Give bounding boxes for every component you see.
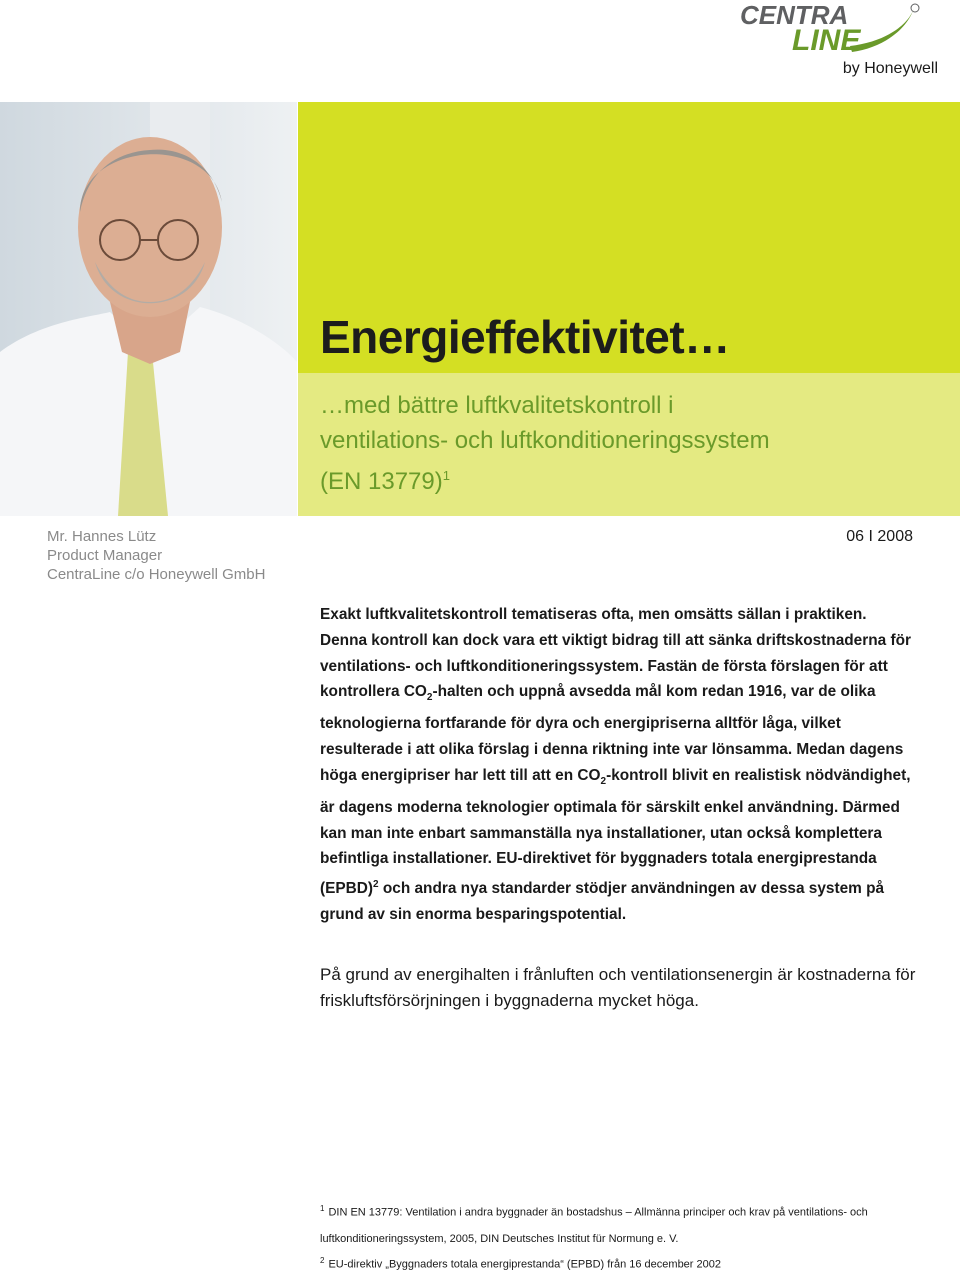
logo-line1: CENTRA bbox=[740, 0, 849, 30]
author-block bbox=[47, 527, 265, 584]
footnote-ref-1: 1 bbox=[442, 468, 450, 483]
subheading bbox=[320, 388, 940, 499]
author-name: Mr. Hannes Lütz bbox=[47, 528, 157, 545]
footnote-1-text-cont: luftkonditioneringssystem, 2005, DIN Deutsches Institut für Normung e. V. bbox=[320, 1232, 679, 1245]
footnote-ref-2: 2 bbox=[373, 879, 379, 891]
intro-text-4: och andra nya standarder stödjer användningen av dessa system på grund av sin enorma besparingspotential. bbox=[320, 880, 885, 924]
footnote-1-text: DIN EN 13779: Ventilation i andra byggnader än bostadshus – Allmänna principer och krav på ventilations- och bbox=[328, 1206, 868, 1219]
issue-date: 06 I 2008 bbox=[846, 528, 913, 545]
page-title: Energieffektivitet… bbox=[320, 311, 730, 363]
centraline-logo bbox=[732, 0, 952, 86]
logo-line2: LINE bbox=[792, 24, 861, 57]
co2-subscript: 2 bbox=[426, 692, 433, 704]
footnote-2-text: EU-direktiv „Byggnaders totala energiprestanda“ (EPBD) från 16 december 2002 bbox=[328, 1258, 721, 1271]
author-portrait bbox=[0, 102, 297, 516]
centraline-logo-mark bbox=[732, 0, 952, 60]
footnote-2 bbox=[320, 1254, 920, 1272]
subheading-line2: ventilations- och luftkonditioneringssystem bbox=[320, 427, 770, 454]
footnote-1-number: 1 bbox=[320, 1204, 325, 1213]
intro-text-1: Exakt luftkvalitetskontroll tematiseras ofta, men omsätts sällan i praktiken. Denna kontroll kan dock vara ett viktigt bidrag till att sänka driftskostnaderna för ventilations- och luftkonditioneringssystem. Fastän de första förslagen för att kontrollera CO bbox=[320, 606, 911, 701]
intro-text-2: -halten och uppnå avsedda mål kom redan 1916, var de olika teknologierna fortfarande för dyra och energipriserna alltför låga, vilket resulterade i att olika förslag i denna riktning inte var lönsamma. Medan dagens höga energipriser har lett till att en CO bbox=[320, 683, 904, 784]
footnote-1 bbox=[320, 1202, 920, 1246]
subheading-ellipsis: … bbox=[320, 392, 344, 419]
author-title: Product Manager bbox=[47, 547, 163, 564]
author-company: CentraLine c/o Honeywell GmbH bbox=[47, 566, 266, 583]
subheading-line3: (EN 13779) bbox=[320, 468, 443, 495]
body-paragraph: På grund av energihalten i frånluften och ventilationsenergin är kostnaderna för friskluftsförsörjningen i byggnaderna mycket höga. bbox=[320, 965, 916, 1010]
logo-tagline: by Honeywell bbox=[842, 60, 938, 77]
intro-paragraph bbox=[320, 602, 912, 928]
co2-subscript-2: 2 bbox=[600, 775, 607, 787]
intro-text-3: -kontroll blivit en realistisk nödvändighet, är dagens moderna teknologier optimala för särskilt enkel användning. Därmed kan man inte enbart sammanställa nya installationer, utan också komplettera befintliga installationer. EU-direktivet för byggnaders totala energiprestanda (EPBD) bbox=[320, 766, 911, 898]
footnote-2-number: 2 bbox=[320, 1256, 325, 1265]
subheading-line1: med bättre luftkvalitetskontroll i bbox=[344, 392, 674, 419]
